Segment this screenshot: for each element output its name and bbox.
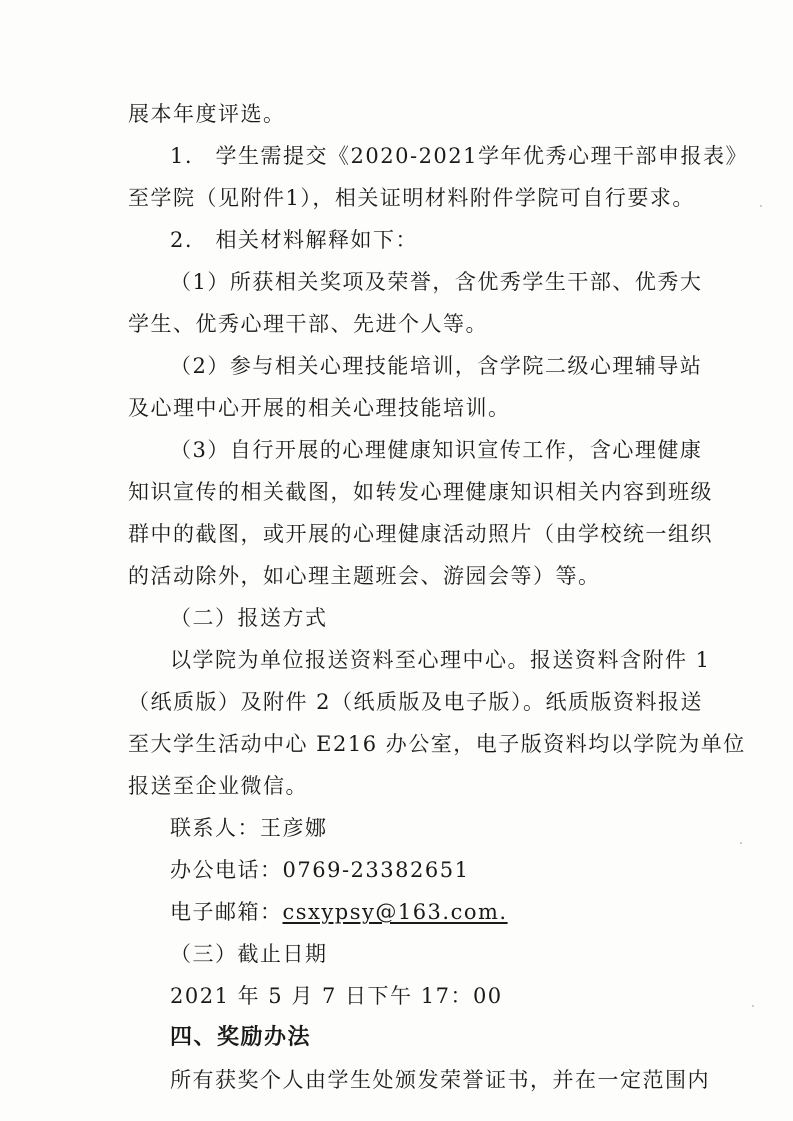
deadline-date: 2021 年 5 月 7 日下午 17：00 <box>170 984 503 1008</box>
paragraph-line: 学生、优秀心理干部、先进个人等。 <box>128 312 488 336</box>
paragraph-line: （3）自行开展的心理健康知识宣传工作，含心理健康 <box>170 438 703 462</box>
email-label: 电子邮箱： <box>170 900 283 924</box>
scan-speck <box>740 842 742 844</box>
paragraph-line: 的活动除外，如心理主题班会、游园会等）等。 <box>128 564 601 588</box>
paragraph-line: 报送至企业微信。 <box>128 774 308 798</box>
office-phone: 办公电话：0769-23382651 <box>170 858 470 882</box>
paragraph-line: 至大学生活动中心 E216 办公室，电子版资料均以学院为单位 <box>128 732 746 756</box>
paragraph-line: 1. 学生需提交《2020-2021学年优秀心理干部申报表》 <box>170 144 749 168</box>
paragraph-line: （1）所获相关奖项及荣誉，含优秀学生干部、优秀大 <box>170 270 703 294</box>
scan-speck <box>760 205 762 207</box>
paragraph-line: 群中的截图，或开展的心理健康活动照片（由学校统一组织 <box>128 522 713 546</box>
paragraph-line: 以学院为单位报送资料至心理中心。报送资料含附件 1 <box>170 648 711 672</box>
section-heading: （二）报送方式 <box>170 606 328 630</box>
paragraph-line: 至学院（见附件1），相关证明材料附件学院可自行要求。 <box>128 186 695 210</box>
paragraph-line: 2. 相关材料解释如下： <box>170 228 419 252</box>
section-heading-bold: 四、奖励办法 <box>170 1025 312 1050</box>
paragraph-line: 知识宣传的相关截图，如转发心理健康知识相关内容到班级 <box>128 480 713 504</box>
section-heading: （三）截止日期 <box>170 942 328 966</box>
paragraph-line: （纸质版）及附件 2（纸质版及电子版）。纸质版资料报送 <box>128 690 704 714</box>
contact-person: 联系人：王彦娜 <box>170 816 328 840</box>
scan-speck <box>752 1005 754 1007</box>
paragraph-line: （2）参与相关心理技能培训，含学院二级心理辅导站 <box>170 354 703 378</box>
paragraph-line: 展本年度评选。 <box>128 102 286 126</box>
paragraph-line: 及心理中心开展的相关心理技能培训。 <box>128 396 511 420</box>
email-line <box>170 898 508 926</box>
email-link[interactable]: csxypsy@163.com. <box>282 900 508 924</box>
paragraph-line: 所有获奖个人由学生处颁发荣誉证书，并在一定范围内 <box>170 1068 710 1092</box>
